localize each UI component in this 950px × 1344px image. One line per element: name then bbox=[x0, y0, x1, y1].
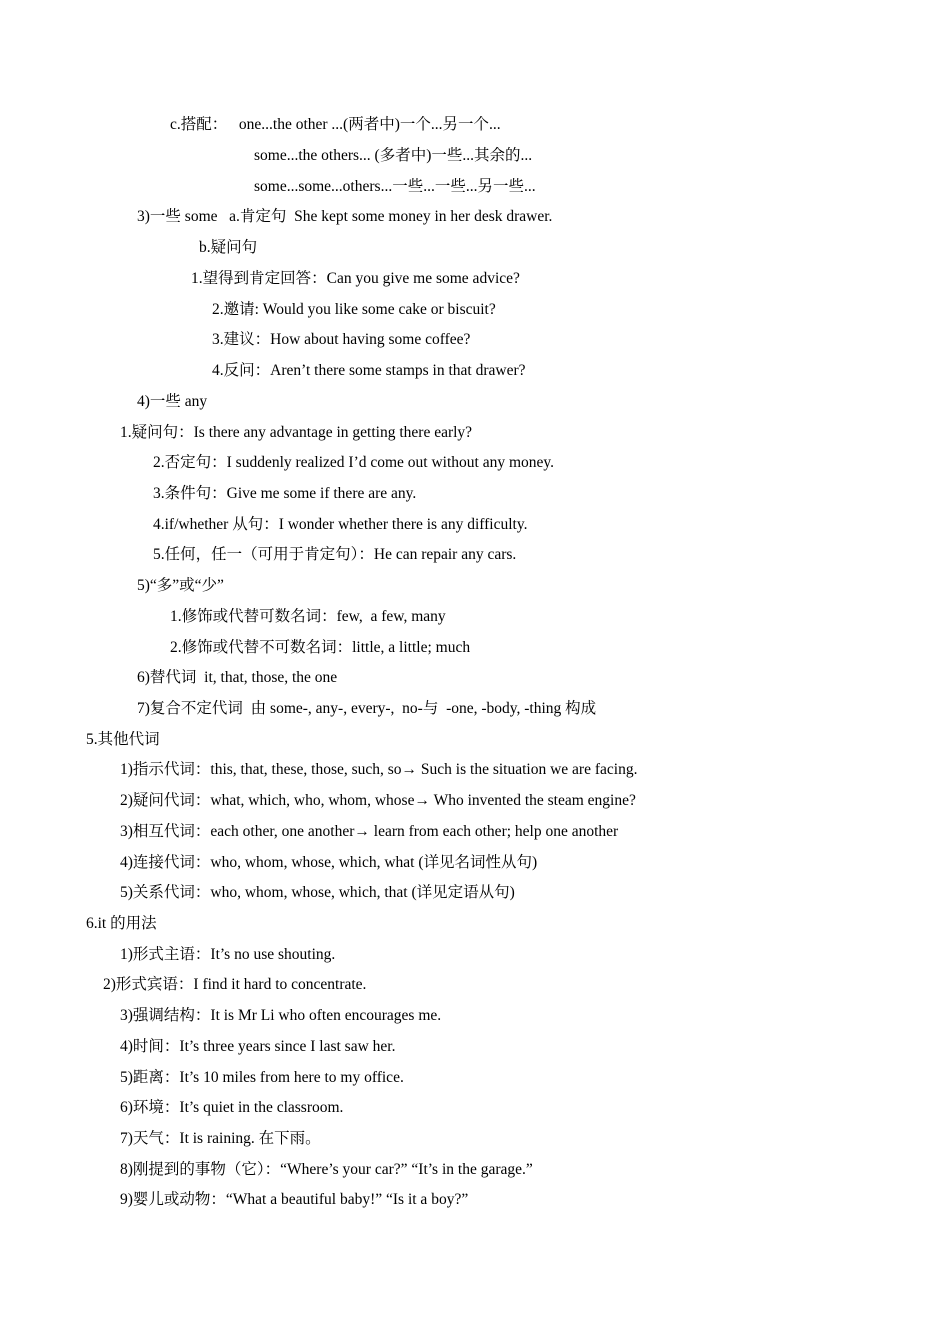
text-line: 2.邀请: Would you like some cake or biscuit? bbox=[212, 301, 496, 318]
text-line: 5)距离：It’s 10 miles from here to my office. bbox=[120, 1069, 404, 1086]
text-line: 1.疑问句：Is there any advantage in getting there early? bbox=[120, 424, 473, 441]
text-line: 3)相互代词：each other, one another→ learn from each other; help one another bbox=[120, 823, 619, 840]
text-line: 2.修饰或代替不可数名词：little, a little; much bbox=[170, 639, 471, 656]
text-line: 7)天气：It is raining. 在下雨。 bbox=[120, 1130, 321, 1147]
text-line: 3)强调结构：It is Mr Li who often encourages me. bbox=[120, 1007, 442, 1024]
text-line: 1.修饰或代替可数名词：few, a few, many bbox=[170, 608, 446, 625]
text-line: b.疑问句 bbox=[199, 239, 258, 256]
text-line: 4)时间：It’s three years since I last saw her. bbox=[120, 1038, 396, 1055]
text-line: some...some...others...一些...一些...另一些... bbox=[254, 178, 536, 195]
text-line: 5)关系代词：who, whom, whose, which, that (详见定语从句) bbox=[120, 884, 515, 901]
text-line: 2.否定句：I suddenly realized I’d come out without any money. bbox=[153, 454, 555, 471]
text-line: 3)一些 some a.肯定句 She kept some money in her desk drawer. bbox=[137, 208, 553, 225]
text-line: 4.反问：Aren’t there some stamps in that drawer? bbox=[212, 362, 526, 379]
text-line: 4.if/whether 从句：I wonder whether there is any difficulty. bbox=[153, 516, 528, 533]
text-line: 1)形式主语：It’s no use shouting. bbox=[120, 946, 336, 963]
text-line: 5.其他代词 bbox=[86, 731, 160, 748]
text-line: 6.it 的用法 bbox=[86, 915, 157, 932]
text-line: 6)替代词 it, that, those, the one bbox=[137, 669, 338, 686]
text-line: 4)一些 any bbox=[137, 393, 208, 410]
text-line: 4)连接代词：who, whom, whose, which, what (详见名词性从句) bbox=[120, 854, 538, 871]
text-line: 2)疑问代词：what, which, who, whom, whose→ Who invented the steam engine? bbox=[120, 792, 636, 809]
text-line: 7)复合不定代词 由 some-, any-, every-, no-与 -one, -body, -thing 构成 bbox=[137, 700, 597, 717]
text-line: 5.任何，任一（可用于肯定句）：He can repair any cars. bbox=[153, 546, 517, 563]
text-line: 8)刚提到的事物（它）：“Where’s your car?” “It’s in the garage.” bbox=[120, 1161, 533, 1178]
text-line: 3.建议：How about having some coffee? bbox=[212, 331, 471, 348]
text-line: 1.望得到肯定回答：Can you give me some advice? bbox=[191, 270, 520, 287]
text-line: 6)环境：It’s quiet in the classroom. bbox=[120, 1099, 344, 1116]
text-line: 3.条件句：Give me some if there are any. bbox=[153, 485, 417, 502]
text-line: 5)“多”或“少” bbox=[137, 577, 224, 594]
text-line: 2)形式宾语：I find it hard to concentrate. bbox=[103, 976, 367, 993]
text-line: some...the others... (多者中)一些...其余的... bbox=[254, 147, 533, 164]
text-line: c.搭配： one...the other ...(两者中)一个...另一个... bbox=[170, 116, 501, 133]
text-line: 9)婴儿或动物：“What a beautiful baby!” “Is it a boy?” bbox=[120, 1191, 469, 1208]
text-line: 1)指示代词：this, that, these, those, such, so→ Such is the situation we are facing. bbox=[120, 761, 638, 778]
